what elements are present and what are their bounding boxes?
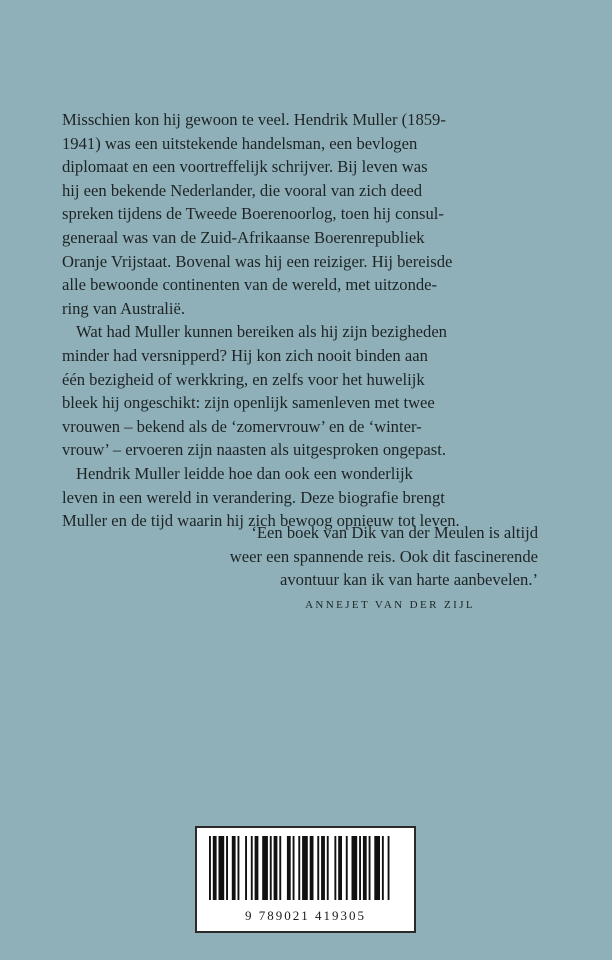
blurb-paragraph-1 <box>62 108 552 320</box>
text-line: vrouwen – bekend als de ‘zomervrouw’ en de ‘winter- <box>62 416 422 436</box>
barcode-digits: 9 789021 419305 <box>245 908 366 923</box>
barcode-bar <box>209 836 211 900</box>
text-line: diplomaat en een voortreffelijk schrijver. Bij leven was <box>62 157 428 177</box>
review-quote <box>62 521 538 617</box>
barcode-bar <box>334 836 336 900</box>
text-line: spreken tijdens de Tweede Boerenoorlog, toen hij consul- <box>62 204 444 224</box>
barcode-bar <box>359 836 361 900</box>
quote-attribution: ANNEJET VAN DER ZIJL <box>305 598 475 611</box>
text-line: Hendrik Muller leidde hoe dan ook een wonderlijk <box>76 463 413 483</box>
text-line: Oranje Vrijstaat. Bovenal was hij een reiziger. Hij bereisde <box>62 251 453 271</box>
barcode-bar <box>232 836 236 900</box>
barcode-bar <box>226 836 228 900</box>
barcode-bar <box>279 836 281 900</box>
barcode-bar <box>302 836 308 900</box>
barcode-bar <box>238 836 240 900</box>
blurb-text <box>62 108 552 533</box>
barcode-bar <box>321 836 325 900</box>
barcode-bar <box>369 836 371 900</box>
text-line: generaal was van de Zuid-Afrikaanse Boerenrepubliek <box>62 227 425 247</box>
text-line: leven in een wereld in verandering. Deze biografie brengt <box>62 487 445 507</box>
text-line: minder had versnipperd? Hij kon zich nooit binden aan <box>62 345 428 365</box>
text-line: hij een bekende Nederlander, die vooral van zich deed <box>62 180 423 200</box>
text-line: bleek hij ongeschikt: zijn openlijk samenleven met twee <box>62 393 435 413</box>
barcode-bar <box>346 836 348 900</box>
barcode-bar <box>298 836 300 900</box>
text-line: 1941) was een uitstekende handelsman, een bevlogen <box>62 133 418 153</box>
barcode-bar <box>270 836 272 900</box>
text-line: vrouw’ – ervoeren zijn naasten als uitgesproken ongepast. <box>62 440 446 460</box>
barcode-bar <box>388 836 390 900</box>
barcode-bar <box>245 836 247 900</box>
barcode-bar <box>317 836 319 900</box>
text-line: Wat had Muller kunnen bereiken als hij zijn bezigheden <box>76 322 447 342</box>
barcode-bar <box>274 836 278 900</box>
barcode-bar <box>287 836 291 900</box>
barcode-bar <box>219 836 225 900</box>
text-line: alle bewoonde continenten van de wereld, met uitzonde- <box>62 275 438 295</box>
barcode-bar <box>293 836 295 900</box>
barcode-bar <box>327 836 329 900</box>
blurb-paragraph-2 <box>62 320 552 462</box>
barcode-bar <box>310 836 314 900</box>
quote-line: weer een spannende reis. Ook dit fascinerende <box>229 546 538 566</box>
barcode-bar <box>363 836 367 900</box>
barcode-bar <box>382 836 384 900</box>
barcode-bar <box>213 836 217 900</box>
isbn-barcode <box>195 826 416 933</box>
barcode-bar <box>374 836 380 900</box>
barcode-bar <box>255 836 259 900</box>
text-line: Muller en de tijd waarin hij zich bewoog opnieuw tot leven. <box>62 511 460 531</box>
quote-line: avontuur kan ik van harte aanbevelen.’ <box>279 570 538 590</box>
barcode-bar <box>262 836 268 900</box>
barcode-bar <box>251 836 253 900</box>
barcode-bar <box>338 836 342 900</box>
quote-line: ‘Een boek van Dik van der Meulen is altijd <box>251 523 538 542</box>
text-line: ring van Australië. <box>62 298 186 318</box>
text-line: één bezigheid of werkkring, en zelfs voor het huwelijk <box>62 369 425 389</box>
text-line: Misschien kon hij gewoon te veel. Hendrik Muller (1859- <box>62 110 446 129</box>
barcode-bar <box>352 836 358 900</box>
